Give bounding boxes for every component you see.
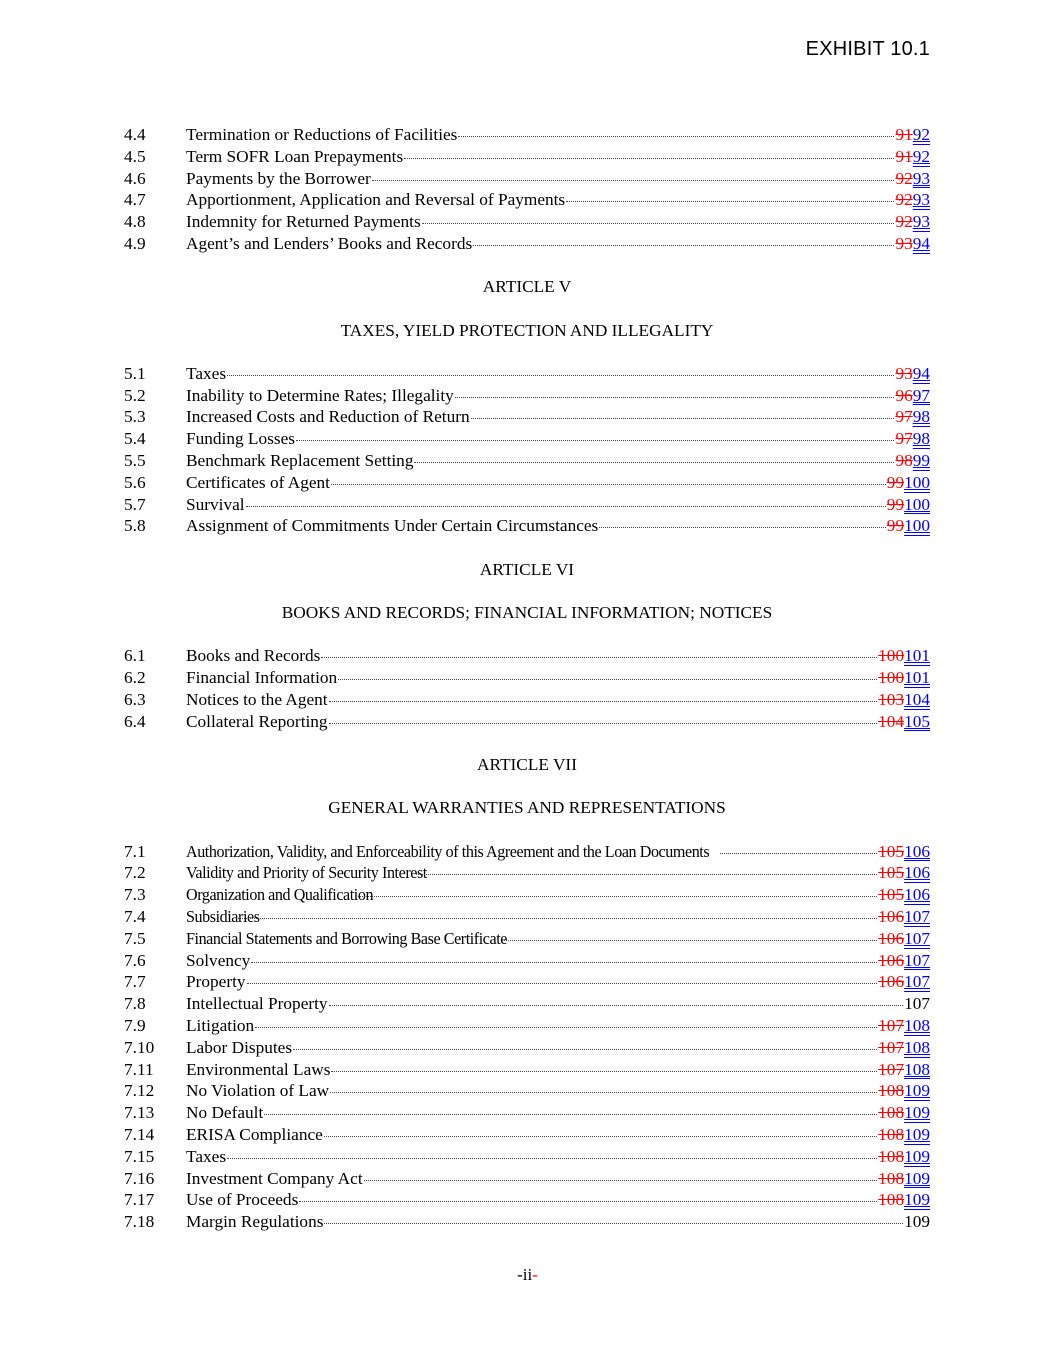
deleted-page-number: 108 (878, 1168, 905, 1188)
deleted-page-number: 107 (878, 1016, 905, 1035)
section-title: No Default (186, 1103, 264, 1123)
section-number: 6.4 (124, 711, 146, 731)
section-number: 7.13 (124, 1103, 155, 1123)
toc-entry[interactable] (124, 146, 930, 168)
page-reference[interactable] (904, 1211, 930, 1233)
page-reference[interactable] (878, 1080, 930, 1102)
page-number[interactable]: 109 (904, 1212, 930, 1232)
inserted-page-number[interactable]: 107 (904, 907, 930, 927)
inserted-page-number[interactable]: 94 (912, 233, 930, 253)
dot-leader (422, 223, 895, 224)
dot-leader (331, 484, 886, 485)
inserted-page-number[interactable]: 109 (904, 1146, 930, 1166)
dot-leader (338, 679, 877, 680)
toc-entry[interactable] (124, 1015, 930, 1037)
dot-leader (247, 983, 878, 984)
deleted-page-number: 105 (878, 863, 905, 883)
inserted-page-number[interactable]: 98 (912, 429, 930, 449)
page-reference[interactable] (904, 993, 930, 1015)
section-number: 7.11 (124, 1059, 154, 1079)
dot-leader (331, 1071, 877, 1072)
section-number: 7.12 (124, 1081, 155, 1101)
section-title: Investment Company Act (186, 1168, 363, 1188)
page-reference[interactable] (895, 168, 930, 190)
inserted-page-number[interactable]: 108 (904, 1037, 930, 1057)
deleted-page-number: 93 (895, 363, 913, 383)
section-title: Assignment of Commitments Under Certain Circumstances (186, 516, 599, 536)
page-footer (0, 1265, 1055, 1285)
section-title: Notices to the Agent (186, 689, 328, 709)
inserted-page-number[interactable]: 104 (904, 689, 930, 709)
dot-leader (458, 136, 894, 137)
deleted-page-number: 108 (878, 1190, 905, 1210)
deleted-page-suffix: - (532, 1265, 538, 1284)
section-number: 4.9 (124, 233, 146, 253)
inserted-page-number[interactable]: 105 (904, 711, 930, 731)
page-reference[interactable] (895, 428, 930, 450)
section-title: Solvency (186, 950, 251, 970)
exhibit-label: EXHIBIT 10.1 (805, 38, 930, 60)
section-number: 7.2 (124, 863, 146, 883)
deleted-page-number: 98 (895, 451, 913, 471)
table-of-contents (124, 124, 930, 1233)
dot-leader (372, 180, 895, 181)
inserted-page-number[interactable]: 92 (912, 125, 930, 144)
page-reference[interactable] (878, 1189, 930, 1211)
page-reference[interactable] (895, 124, 930, 146)
section-title: Organization and Qualification (186, 885, 374, 905)
page-reference[interactable] (887, 472, 930, 494)
toc-entry[interactable] (124, 667, 930, 689)
page-reference[interactable] (878, 645, 930, 667)
section-title: Taxes (186, 1146, 227, 1166)
deleted-page-number: 92 (895, 212, 913, 232)
article-heading: ARTICLE V (482, 277, 572, 297)
section-title: Financial Information (186, 668, 338, 688)
page-reference[interactable] (887, 515, 930, 537)
section-number: 7.15 (124, 1146, 155, 1166)
article-title: GENERAL WARRANTIES AND REPRESENTATIONS (328, 798, 726, 818)
page-reference[interactable] (878, 1124, 930, 1146)
toc-entry[interactable] (124, 1124, 930, 1146)
inserted-page-number[interactable]: 106 (904, 863, 930, 883)
section-number: 7.14 (124, 1124, 155, 1144)
dot-leader (251, 962, 877, 963)
page-reference[interactable] (895, 189, 930, 211)
section-title: Margin Regulations (186, 1212, 324, 1232)
inserted-page-number[interactable]: 94 (912, 363, 930, 383)
section-title: Property (186, 972, 246, 992)
inserted-page-number[interactable]: 93 (912, 212, 930, 232)
toc-entry[interactable] (124, 689, 930, 711)
deleted-page-number: 91 (895, 125, 913, 144)
toc-entry[interactable] (124, 124, 930, 146)
page-number[interactable]: 107 (904, 994, 930, 1014)
section-title: Environmental Laws (186, 1059, 331, 1079)
inserted-page-number[interactable]: 107 (904, 972, 930, 992)
inserted-page-number[interactable]: 108 (904, 1016, 930, 1035)
dot-leader (566, 201, 894, 202)
inserted-page-number[interactable]: 93 (912, 168, 930, 188)
toc-entry[interactable] (124, 862, 930, 884)
toc-entry[interactable] (124, 168, 930, 190)
section-title: Certificates of Agent (186, 472, 330, 492)
toc-entry[interactable] (124, 841, 930, 863)
inserted-page-number[interactable]: 100 (904, 472, 930, 492)
dot-leader (473, 245, 894, 246)
deleted-page-number: 96 (895, 385, 913, 405)
toc-entry[interactable] (124, 906, 930, 928)
inserted-page-number[interactable]: 101 (904, 646, 930, 666)
inserted-page-number[interactable]: 109 (904, 1103, 930, 1123)
inserted-page-number[interactable]: 106 (904, 841, 930, 861)
toc-entry[interactable] (124, 1168, 930, 1190)
section-title: Benchmark Replacement Setting (186, 451, 414, 471)
dot-leader (227, 375, 894, 376)
deleted-page-number: 106 (878, 928, 905, 948)
toc-entry[interactable] (124, 993, 930, 1015)
section-title: Inability to Determine Rates; Illegality (186, 385, 454, 405)
dot-leader (329, 1005, 904, 1006)
inserted-page-number[interactable]: 108 (904, 1059, 930, 1079)
inserted-page-number[interactable]: 100 (904, 516, 930, 536)
deleted-page-number: 100 (878, 646, 905, 666)
section-number: 4.6 (124, 168, 146, 188)
section-title: No Violation of Law (186, 1081, 330, 1101)
section-number: 5.7 (124, 494, 146, 514)
section-number: 4.7 (124, 190, 146, 210)
page-reference[interactable] (878, 884, 930, 906)
section-title: Authorization, Validity, and Enforceability of this Agreement and the Loan Documents (186, 841, 710, 861)
deleted-page-number: 93 (895, 233, 913, 253)
page-reference[interactable] (878, 1059, 930, 1081)
section-number: 5.5 (124, 451, 146, 471)
section-title: Subsidiaries (186, 907, 260, 927)
page-reference[interactable] (878, 950, 930, 972)
section-title: Survival (186, 494, 245, 514)
toc-entry[interactable] (124, 515, 930, 537)
deleted-page-number: 106 (878, 972, 905, 992)
page-reference[interactable] (878, 906, 930, 928)
inserted-page-number[interactable]: 93 (912, 190, 930, 210)
page-reference[interactable] (878, 971, 930, 993)
toc-entry[interactable] (124, 428, 930, 450)
section-number: 4.4 (124, 125, 146, 144)
inserted-page-number[interactable]: 106 (904, 885, 930, 905)
dot-leader (324, 1223, 903, 1224)
deleted-page-number: 99 (886, 494, 905, 514)
dot-leader (299, 1201, 877, 1202)
inserted-page-number[interactable]: 101 (904, 668, 930, 688)
dot-leader (330, 1092, 877, 1093)
page-reference[interactable] (878, 862, 930, 884)
page-reference[interactable] (895, 450, 930, 472)
section-number: 4.5 (124, 146, 146, 166)
inserted-page-number[interactable]: 98 (912, 407, 930, 427)
section-number: 4.8 (124, 212, 146, 232)
section-title: Agent’s and Lenders’ Books and Records (186, 233, 473, 253)
inserted-page-number[interactable]: 107 (904, 928, 930, 948)
dot-leader (455, 397, 895, 398)
section-number: 5.6 (124, 472, 146, 492)
inserted-page-number[interactable]: 107 (904, 950, 930, 970)
page-reference[interactable] (878, 667, 930, 689)
deleted-page-number: 106 (878, 907, 905, 927)
section-title: ERISA Compliance (186, 1124, 323, 1144)
section-number: 7.10 (124, 1037, 155, 1057)
article-heading: ARTICLE VI (479, 559, 575, 579)
inserted-page-number[interactable]: 100 (904, 494, 930, 514)
toc-entry[interactable] (124, 472, 930, 494)
section-number: 7.6 (124, 950, 146, 970)
dot-leader (255, 1027, 877, 1028)
deleted-page-number: 108 (878, 1124, 905, 1144)
section-number: 5.8 (124, 516, 146, 536)
toc-entry[interactable] (124, 971, 930, 993)
section-title: Intellectual Property (186, 994, 328, 1014)
deleted-page-number: 91 (895, 146, 913, 166)
section-title: Indemnity for Returned Payments (186, 212, 421, 232)
section-title: Validity and Priority of Security Interest (186, 863, 427, 883)
deleted-page-number: 103 (878, 689, 905, 709)
toc-entry[interactable] (124, 711, 930, 733)
inserted-page-number[interactable]: 109 (904, 1168, 930, 1188)
toc-entry[interactable] (124, 1189, 930, 1211)
dot-leader (416, 874, 877, 875)
dot-leader (324, 1136, 877, 1137)
page-reference[interactable] (895, 363, 930, 385)
deleted-page-number: 105 (878, 841, 905, 861)
section-title: Labor Disputes (186, 1037, 293, 1057)
section-number: 5.2 (124, 385, 146, 405)
dot-leader (599, 527, 886, 528)
section-title: Term SOFR Loan Prepayments (186, 146, 404, 166)
section-number: 5.1 (124, 363, 146, 383)
article-heading: ARTICLE VII (477, 755, 577, 775)
page-reference[interactable] (895, 406, 930, 428)
page-reference[interactable] (878, 1015, 930, 1037)
toc-entry[interactable] (124, 645, 930, 667)
section-number: 6.3 (124, 689, 146, 709)
dot-leader (246, 506, 886, 507)
deleted-page-number: 106 (878, 950, 905, 970)
toc-entry[interactable] (124, 211, 930, 233)
page-reference[interactable] (878, 1102, 930, 1124)
dot-leader (329, 701, 878, 702)
section-number: 7.3 (124, 885, 146, 905)
page-reference[interactable] (895, 211, 930, 233)
toc-entry[interactable] (124, 884, 930, 906)
inserted-page-number[interactable]: 92 (912, 146, 930, 166)
toc-entry[interactable] (124, 363, 930, 385)
page-reference[interactable] (878, 1146, 930, 1168)
section-title: Books and Records (186, 646, 321, 666)
section-number: 5.3 (124, 407, 146, 427)
section-number: 7.9 (124, 1016, 146, 1035)
dot-leader (293, 1049, 877, 1050)
toc-entry[interactable] (124, 494, 930, 516)
deleted-page-number: 107 (878, 1037, 905, 1057)
dot-leader (404, 158, 894, 159)
page-reference[interactable] (878, 711, 930, 733)
toc-entry[interactable] (124, 950, 930, 972)
section-title: Funding Losses (186, 429, 295, 449)
section-title: Financial Statements and Borrowing Base Certificate (186, 928, 507, 948)
toc-entry[interactable] (124, 1102, 930, 1124)
section-number: 6.2 (124, 668, 146, 688)
section-number: 7.1 (124, 841, 146, 861)
section-number: 7.18 (124, 1212, 155, 1232)
dot-leader (358, 896, 877, 897)
deleted-page-number: 97 (895, 407, 913, 427)
section-number: 7.16 (124, 1168, 155, 1188)
inserted-page-number[interactable]: 99 (912, 451, 930, 471)
toc-entry[interactable] (124, 450, 930, 472)
page-reference[interactable] (887, 494, 930, 516)
section-number: 5.4 (124, 429, 146, 449)
toc-entry[interactable] (124, 1211, 930, 1233)
page-reference[interactable] (878, 841, 930, 863)
toc-entry[interactable] (124, 1146, 930, 1168)
section-title: Taxes (186, 363, 227, 383)
dot-leader (471, 418, 895, 419)
deleted-page-number: 107 (878, 1059, 905, 1079)
section-number: 7.7 (124, 972, 146, 992)
dot-leader (364, 1180, 878, 1181)
deleted-page-number: 105 (878, 885, 905, 905)
deleted-page-number: 92 (895, 190, 913, 210)
toc-entry[interactable] (124, 385, 930, 407)
section-number: 7.4 (124, 907, 146, 927)
dot-leader (321, 657, 877, 658)
page-reference[interactable] (878, 1168, 930, 1190)
page-reference[interactable] (878, 689, 930, 711)
section-title: Litigation (186, 1016, 255, 1035)
dot-leader (720, 853, 878, 854)
inserted-page-number[interactable]: 109 (904, 1124, 930, 1144)
inserted-page-number[interactable]: 109 (904, 1190, 930, 1210)
deleted-page-number: 100 (878, 668, 905, 688)
section-title: Payments by the Borrower (186, 168, 371, 188)
section-number: 6.1 (124, 646, 146, 666)
section-title: Collateral Reporting (186, 711, 328, 731)
dot-leader (502, 940, 877, 941)
deleted-page-number: 92 (895, 168, 913, 188)
article-title: TAXES, YIELD PROTECTION AND ILLEGALITY (340, 320, 714, 340)
toc-entry[interactable] (124, 189, 930, 211)
dot-leader (236, 918, 877, 919)
section-title: Termination or Reductions of Facilities (186, 125, 458, 144)
page-reference[interactable] (895, 385, 930, 407)
inserted-page-number[interactable]: 97 (912, 385, 930, 405)
deleted-page-number: 108 (878, 1146, 905, 1166)
page-reference[interactable] (895, 146, 930, 168)
deleted-page-number: 104 (878, 711, 905, 731)
page-reference[interactable] (878, 928, 930, 950)
section-number: 7.17 (124, 1190, 155, 1210)
toc-entry[interactable] (124, 233, 930, 255)
section-title: Apportionment, Application and Reversal of Payments (186, 190, 566, 210)
deleted-page-number: 108 (878, 1081, 905, 1101)
page-reference[interactable] (878, 1037, 930, 1059)
section-title: Increased Costs and Reduction of Return (186, 407, 470, 427)
deleted-page-number: 99 (886, 516, 905, 536)
deleted-page-number: 108 (878, 1103, 905, 1123)
toc-entry[interactable] (124, 1037, 930, 1059)
dot-leader (227, 1158, 877, 1159)
toc-entry[interactable] (124, 928, 930, 950)
inserted-page-number[interactable]: 109 (904, 1081, 930, 1101)
dot-leader (264, 1114, 877, 1115)
dot-leader (414, 462, 894, 463)
section-title: Use of Proceeds (186, 1190, 299, 1210)
toc-entry[interactable] (124, 1059, 930, 1081)
deleted-page-number: 97 (895, 429, 913, 449)
toc-entry[interactable] (124, 406, 930, 428)
section-number: 7.5 (124, 928, 146, 948)
deleted-page-number: 99 (886, 472, 905, 492)
dot-leader (329, 723, 878, 724)
toc-entry[interactable] (124, 1080, 930, 1102)
page-reference[interactable] (895, 233, 930, 255)
dot-leader (296, 440, 894, 441)
article-title: BOOKS AND RECORDS; FINANCIAL INFORMATION; NOTICES (281, 603, 773, 623)
section-number: 7.8 (124, 994, 146, 1014)
page-number: -ii (517, 1265, 533, 1284)
